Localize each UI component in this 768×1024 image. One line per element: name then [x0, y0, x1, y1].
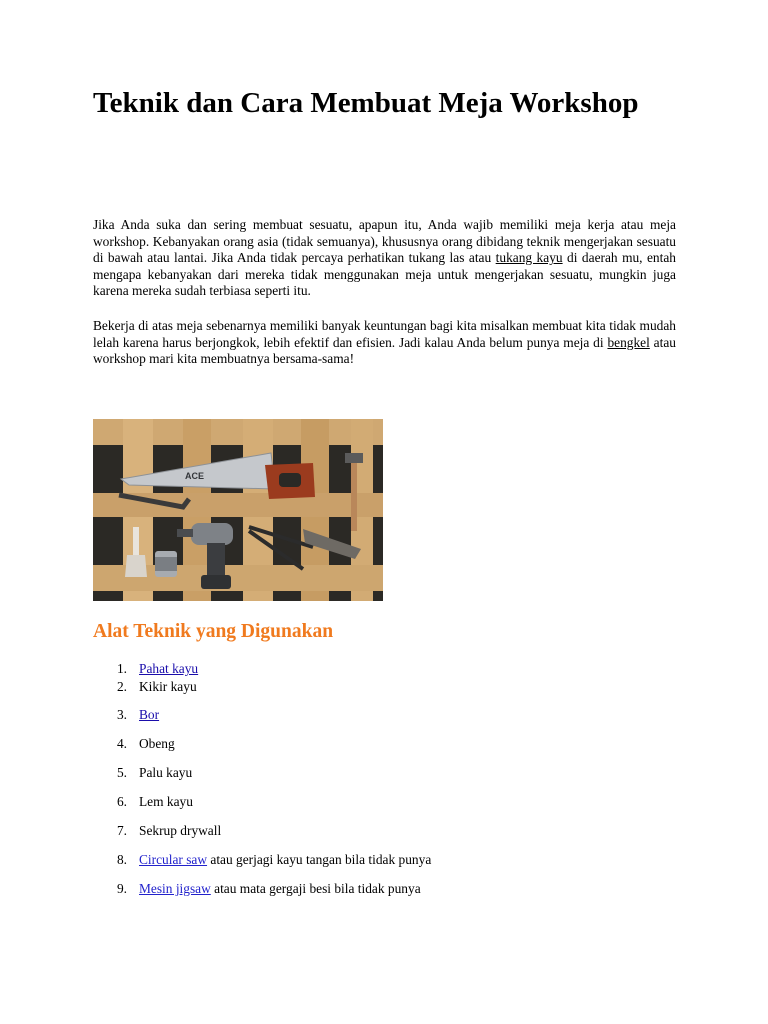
list-number: 8.: [116, 852, 127, 867]
list-text: Kikir kayu: [139, 679, 197, 694]
tools-photo: [93, 419, 383, 601]
paragraph-benefits: [93, 318, 676, 368]
list-number: 4.: [116, 736, 127, 751]
list-item: [93, 822, 653, 839]
bengkel-link[interactable]: bengkel: [607, 334, 650, 350]
list-text: atau gerjagi kayu tangan bila tidak punya: [207, 852, 432, 867]
list-text: Sekrup drywall: [139, 823, 222, 838]
list-number: 7.: [116, 823, 127, 838]
list-item: [93, 793, 653, 810]
tukang-kayu-link[interactable]: tukang kayu: [495, 250, 563, 266]
list-item: [93, 851, 653, 868]
list-number: 1.: [116, 661, 127, 676]
list-item: [93, 660, 653, 677]
list-item: [93, 735, 653, 752]
paragraph-benefits-text-2: atau workshop mari kita membuatnya bersama-sama!: [93, 334, 676, 367]
paragraph-benefits-text-1: Bekerja di atas meja sebenarnya memiliki banyak keuntungan bagi kita misalkan membuat kita tidak mudah lelah karena harus berjongkok, lebih efektif dan efisien. Jadi kalau Anda belum punya meja di: [93, 318, 676, 350]
list-item: [93, 706, 653, 723]
pahat-kayu-link[interactable]: Pahat kayu: [139, 661, 199, 676]
list-text: Lem kayu: [139, 794, 193, 809]
paragraph-intro: [93, 217, 676, 300]
list-number: 2.: [116, 679, 127, 694]
section-heading: Alat Teknik yang Digunakan: [93, 621, 334, 642]
list-item: [93, 764, 653, 781]
tools-photo-illustration: [93, 419, 383, 601]
list-text: atau mata gergaji besi bila tidak punya: [210, 881, 421, 896]
photo-saw-label: ACE: [185, 471, 205, 481]
paragraph-intro-text-2: di daerah mu, entah mengapa kebanyakan dari mereka tidak menggunakan meja untuk mengerjakan sesuatu, mungkin juga karena mereka sudah terbiasa seperti itu.: [93, 250, 676, 299]
list-number: 9.: [116, 881, 127, 896]
mesin-jigsaw-link[interactable]: Mesin jigsaw: [139, 881, 211, 896]
list-number: 3.: [116, 707, 127, 722]
list-text: Palu kayu: [139, 765, 193, 780]
paragraph-intro-text-1: Jika Anda suka dan sering membuat sesuatu, apapun itu, Anda wajib memiliki meja kerja atau meja workshop. Kebanyakan orang asia (tidak semuanya), khususnya orang dibidang teknik mengerjakan sesuatu di bawah atau lantai. Jika Anda tidak percaya perhatikan tukang las atau: [93, 217, 676, 266]
page-title: Teknik dan Cara Membuat Meja Workshop: [93, 87, 639, 119]
bor-link[interactable]: Bor: [139, 707, 160, 722]
list-item: [93, 678, 653, 695]
list-number: 5.: [116, 765, 127, 780]
circular-saw-link[interactable]: Circular saw: [139, 852, 208, 867]
list-number: 6.: [116, 794, 127, 809]
list-item: [93, 880, 653, 897]
list-text: Obeng: [139, 736, 175, 751]
